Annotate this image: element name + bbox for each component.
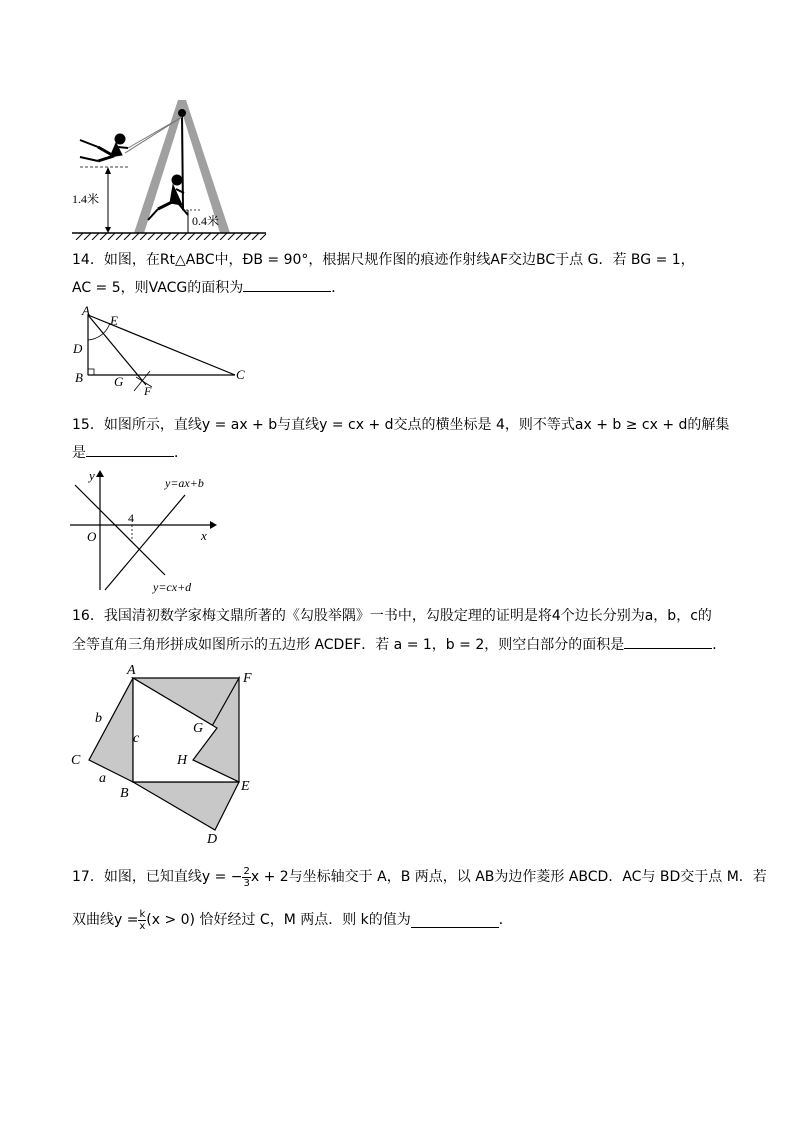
q15-y-arrow [96,470,104,477]
q15-line2 [72,442,188,463]
q16-label-A: A [127,663,136,678]
q16-label-B: B [120,786,129,801]
swing-rope-rest [182,115,183,210]
q16-text1: 我国清初数学家梅文鼎所著的《勾股举隅》一书中，勾股定理的证明是将4个边长分别为a，b，c的 [103,608,712,624]
q14-label-A: A [82,305,90,318]
q14-label-C: C [236,367,245,382]
q15-period: ． [174,445,188,461]
q17-text2b: (x > 0) 恰好经过 C，M 两点．则 k的值为 [146,912,411,928]
q17-fraction-k [138,909,146,932]
q16-label-E: E [241,779,250,794]
q14-label-E: E [110,313,118,328]
q14-answer-blank[interactable] [243,277,331,292]
q14-label-B: B [75,370,83,385]
q16-label-c: c [133,731,140,746]
q16-label-H: H [177,753,188,768]
label-1.4m: 1.4米 [72,192,100,206]
q16-label-b: b [95,711,102,726]
q15-number: 15． [72,417,104,433]
q15-label-O: O [87,529,97,544]
q15-line1 [72,415,729,435]
q17-text1b: x + 2与坐标轴交于 A，B 两点，以 AB为边作菱形 ABCD．AC与 BD交于点 M．若 [250,869,767,885]
q15-x-arrow [210,521,217,529]
q16-triangle-BED [133,782,239,830]
q17-line1 [72,862,767,892]
swinging-person-raised [80,134,128,161]
q14-label-G: G [114,374,124,389]
q15-text1: 如图所示，直线y = ax + b与直线y = cx + d交点的横坐标是 4，则不等式ax + b ≥ cx + d的解集 [103,417,730,433]
q17-frac-den: 3 [243,877,250,889]
q17-period: ． [498,912,513,928]
q16-text2: 全等直角三角形拼成如图所示的五边形 ACDEF．若 a = 1，b = 2，则空白部分的面积是 [72,637,625,653]
left-arrow-head-top [105,167,111,174]
q16-line1 [72,606,712,626]
q15-line-ax-b [105,495,185,590]
q16-period: ． [712,637,727,653]
q15-label-4: 4 [128,511,134,525]
q17-number: 17． [72,869,104,885]
q14-label-F: F [144,384,152,398]
q17-answer-blank[interactable] [411,913,499,928]
q17-text2a: 双曲线y = [72,912,139,928]
q15-label-line2: y=cx+d [153,580,192,594]
q14-label-D: D [73,341,83,356]
q14-right-angle [88,369,94,375]
ground-hatching [76,233,266,240]
q16-triangle-ABC [89,678,133,782]
q17-text1a: 如图，已知直线y = − [103,869,243,885]
q15-label-x: x [201,528,207,543]
q16-answer-blank[interactable] [624,634,712,649]
label-0.4m: 0.4米 [192,214,220,228]
q15-label-y: y [89,468,95,483]
q16-number: 16． [72,608,104,624]
left-arrow-head-bottom [105,227,111,233]
q16-label-a: a [99,771,106,786]
q16-label-C: C [71,753,81,768]
q14-figure [70,305,255,400]
q17-fraction [242,866,250,889]
q16-label-D: D [207,832,218,847]
q17-frac2-den: x [139,920,146,932]
q14-text1: 如图，在Rt△ABC中，ÐB = 90°，根据尺规作图的痕迹作射线AF交边BC于点 G．若 BG = 1， [103,252,695,268]
q17-frac2-num: k [139,908,146,920]
q15-figure [65,465,230,600]
q14-period: ． [331,280,346,296]
q15-text2: 是 [72,445,86,461]
q16-figure [65,660,265,850]
q14-line1 [72,250,695,270]
q17-frac-num: 2 [243,865,250,877]
q14-line2 [72,277,345,298]
q17-line2 [72,905,513,935]
q14-number: 14． [72,252,104,268]
swing-figure [70,95,270,240]
q15-answer-blank[interactable] [86,442,174,457]
q15-label-line1: y=ax+b [165,476,204,490]
q16-label-F: F [243,671,252,686]
q16-label-G: G [193,721,204,736]
q16-line2 [72,634,726,655]
q14-text2: AC = 5，则VACG的面积为 [72,280,244,296]
